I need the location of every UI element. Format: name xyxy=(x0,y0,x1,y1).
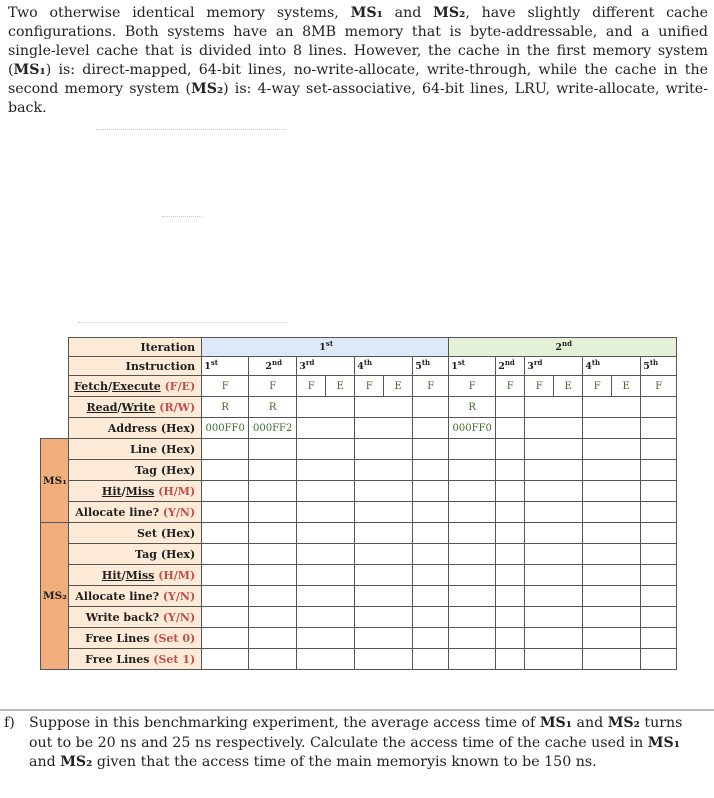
ms2-free-set0-row: Free Lines (Set 0) xyxy=(41,628,677,649)
instr-2-2: 2nd xyxy=(496,357,525,376)
fe-cell: E xyxy=(326,376,355,397)
fe-cell: E xyxy=(554,376,583,397)
rw-cell: R xyxy=(249,397,297,418)
instr-2-1: 1st xyxy=(449,357,496,376)
ms2-tag-row: Tag (Hex) xyxy=(41,544,677,565)
fe-cell: E xyxy=(384,376,413,397)
fe-cell: F xyxy=(525,376,554,397)
fe-cell: F xyxy=(355,376,384,397)
scan-artifact xyxy=(162,216,202,217)
scan-artifact xyxy=(78,322,288,323)
instr-1-1: 1st xyxy=(202,357,249,376)
fe-cell: F xyxy=(297,376,326,397)
ms2-set-row: MS₂ Set (Hex) xyxy=(41,523,677,544)
fe-cell: F xyxy=(202,376,249,397)
instruction-row xyxy=(41,357,677,376)
instr-1-4: 4th xyxy=(355,357,413,376)
question-f-label: f) xyxy=(4,715,15,731)
rw-cell: R xyxy=(202,397,249,418)
ms2-writeback-row: Write back? (Y/N) xyxy=(41,607,677,628)
ms1-line-row: MS₁ Line (Hex) xyxy=(41,439,677,460)
fe-cell: F xyxy=(413,376,449,397)
question-f xyxy=(4,714,708,773)
address-cell: 000FF0 xyxy=(449,418,496,439)
read-write-label: Read/Write (R/W) xyxy=(69,397,202,418)
scan-artifact xyxy=(96,129,286,130)
instr-1-2: 2nd xyxy=(249,357,297,376)
instr-2-4: 4th xyxy=(583,357,641,376)
ms2-hit-row: Hit/Miss (H/M) xyxy=(41,565,677,586)
address-cell: 000FF0 xyxy=(202,418,249,439)
ms2-allocate-row: Allocate line? (Y/N) xyxy=(41,586,677,607)
section-divider xyxy=(0,709,714,711)
fe-cell: E xyxy=(612,376,641,397)
fe-cell: F xyxy=(449,376,496,397)
rw-cell: R xyxy=(449,397,496,418)
instr-1-5: 5th xyxy=(413,357,449,376)
instr-2-5: 5th xyxy=(641,357,677,376)
instr-1-3: 3rd xyxy=(297,357,355,376)
ms1-allocate-row: Allocate line? (Y/N) xyxy=(41,502,677,523)
question-f-text: Suppose in this benchmarking experiment, the average access time of MS₁ and MS₂ turns out to be 20 ns and 25 ns respectively. Calculate the access time of the cache used in MS₁ and MS₂ given that the access time of the main memoryis known to be 150 ns. xyxy=(29,715,683,770)
cache-trace-table xyxy=(40,337,677,670)
iteration-1-header: 1st xyxy=(202,338,449,357)
instr-2-3: 3rd xyxy=(525,357,583,376)
address-label: Address (Hex) xyxy=(69,418,202,439)
read-write-row xyxy=(41,397,677,418)
ms2-term: MS₂ xyxy=(433,5,466,21)
ms2-group-label: MS₂ xyxy=(41,523,69,670)
address-row xyxy=(41,418,677,439)
fetch-execute-label: Fetch/Execute (F/E) xyxy=(69,376,202,397)
fe-cell: F xyxy=(583,376,612,397)
ms1-group-label: MS₁ xyxy=(41,439,69,523)
address-cell: 000FF2 xyxy=(249,418,297,439)
intro-paragraph: Two otherwise identical memory systems, MS₁ and MS₂, have slightly different cache configurations. Both systems have an 8MB memory that is byte-addressable, and a unified single-level cache that is divided into 8 lines. However, the cache in the first memory system (MS₁) is: direct-mapped, 64-bit lines, no-write-allocate, write-through, while the cache in the second memory system (MS₂) is: 4-way set-associative, 64-bit lines, LRU, write-allocate, write-back. xyxy=(8,5,709,116)
fe-cell: F xyxy=(641,376,677,397)
ms1-tag-row: Tag (Hex) xyxy=(41,460,677,481)
iteration-label: Iteration xyxy=(69,338,202,357)
ms1-term: MS₁ xyxy=(350,5,383,21)
fe-cell: F xyxy=(249,376,297,397)
fe-cell: F xyxy=(496,376,525,397)
iteration-row xyxy=(41,338,677,357)
iteration-2-header: 2nd xyxy=(449,338,677,357)
fetch-execute-row xyxy=(41,376,677,397)
instruction-label: Instruction xyxy=(69,357,202,376)
ms2-free-set1-row: Free Lines (Set 1) xyxy=(41,649,677,670)
ms1-hit-row: Hit/Miss (H/M) xyxy=(41,481,677,502)
